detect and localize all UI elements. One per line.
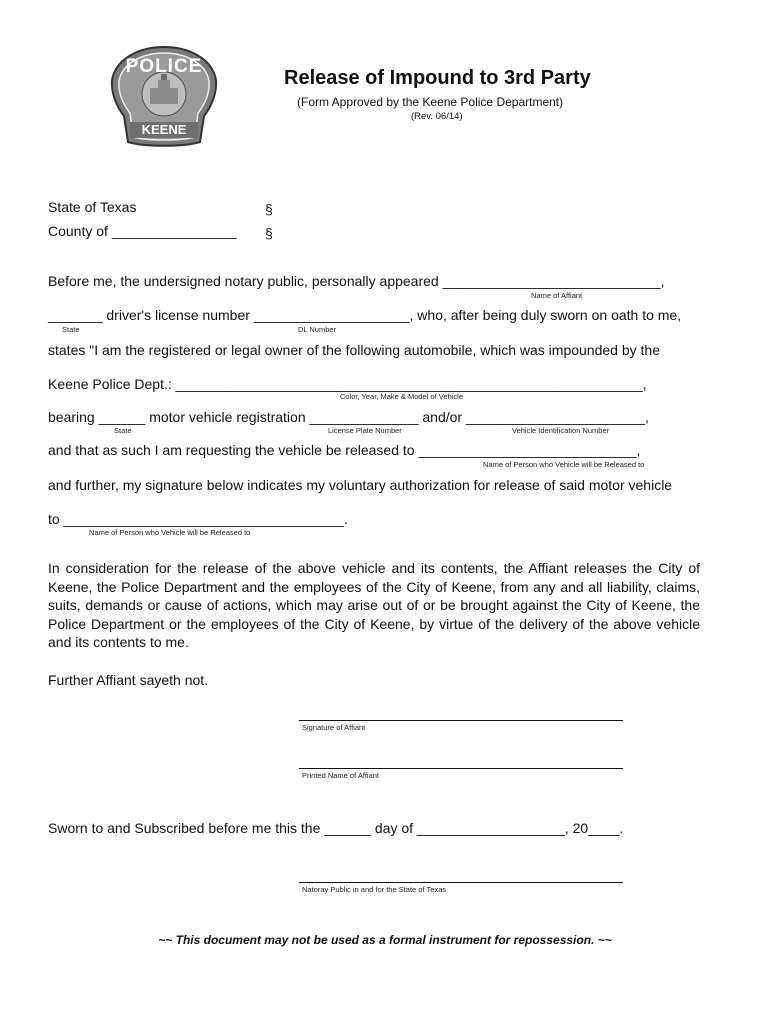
vehicle-line: Keene Police Dept.: ____________________________________________________________, [48,376,647,392]
notary-signature-line[interactable] [299,882,623,883]
affiant-printed-name-line[interactable] [299,768,623,769]
state-of-texas-label: State of Texas [48,199,137,215]
affiant-signature-caption: Signature of Affiant [302,723,366,732]
release-paragraph: In consideration for the release of the above vehicle and its contents, the Affiant releases the City of Keene, the Police Department and the employees of the City of Keene, from any and all liability, claims, suits, demands or cause of actions, which may arise out of or be brought against the City of Keene, the Police Department or the employees of the City of Keene, by virtue of the delivery of the above vehicle and its contents to me. [48,560,700,650]
section-symbol: § [265,201,273,217]
vin-caption: Vehicle Identification Number [512,426,610,435]
sworn-line: Sworn to and Subscribed before me this the ______ day of ___________________, 20____. [48,820,624,836]
revision-label: (Rev. 06/14) [411,111,463,122]
to-caption: Name of Person who Vehicle will be Released to [89,528,251,537]
dl-number-caption: DL Number [298,325,337,334]
county-line: County of ________________ [48,223,237,239]
state-caption: State [114,426,132,435]
authorization-line: and further, my signature below indicates my voluntary authorization for release of said motor vehicle [48,477,673,493]
license-plate-caption: License Plate Number [328,426,402,435]
registration-line: bearing ______ motor vehicle registration ______________ and/or _______________________, [48,409,649,425]
repossession-disclaimer: ~~ This document may not be used as a formal instrument for repossession. ~~ [158,933,612,947]
state-caption: State [62,325,80,334]
to-line: to ____________________________________. [48,511,348,527]
drivers-license-line: _______ driver's license number ____________________, who, after being duly sworn on oath to me, [48,307,682,323]
affiant-printed-name-caption: Printed Name of Affiant [302,771,379,780]
badge-top-text: POLICE [125,56,203,77]
badge-bottom-text: KEENE [141,122,187,137]
notary-caption: Natoray Public in and for the State of Texas [302,885,447,894]
name-of-affiant-caption: Name of Affiant [531,291,583,300]
release-to-caption: Name of Person who Vehicle will be Released to [483,460,645,469]
affiant-signature-line[interactable] [299,720,623,721]
form-subtitle: (Form Approved by the Keene Police Department) [297,95,564,109]
release-to-line: and that as such I am requesting the vehicle be released to ____________________________, [48,442,641,458]
section-symbol: § [265,225,273,241]
owner-statement-line: states "I am the registered or legal owner of the following automobile, which was impounded by the [48,342,660,358]
vehicle-caption: Color, Year, Make & Model of Vehicle [340,392,463,401]
police-badge-logo [108,44,220,152]
form-title: Release of Impound to 3rd Party [284,67,591,89]
appeared-line: Before me, the undersigned notary public, personally appeared ____________________________, [48,273,665,289]
further-affiant-text: Further Affiant sayeth not. [48,672,209,688]
